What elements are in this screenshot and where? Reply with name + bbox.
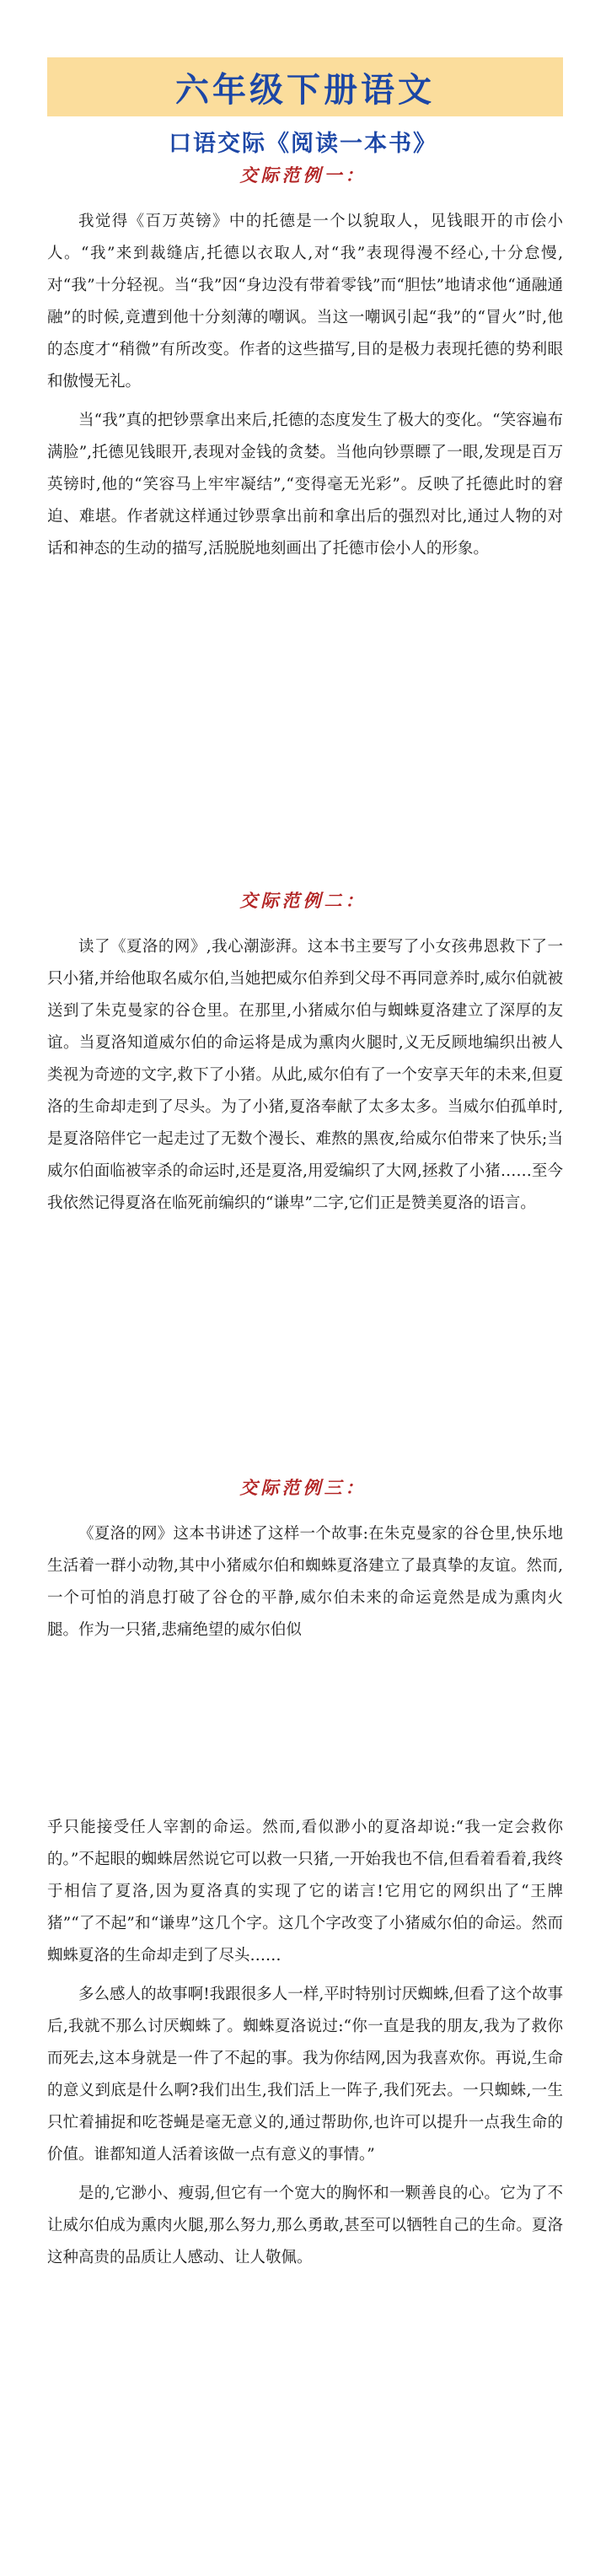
section-3-body-part-2: [47, 1812, 563, 2281]
section-3-paragraph-2: 多么感人的故事啊!我跟很多人一样,平时特别讨厌蜘蛛,但看了这个故事后,我就不那么讨厌蜘蛛了。蜘蛛夏洛说过:“你一直是我的朋友,我为了救你而死去,这本身就是一件了不起的事。我为你结网,因为我喜欢你。再说,生命的意义到底是什么啊?我们出生,我们活上一阵子,我们死去。一只蜘蛛,一生只忙着捕捉和吃苍蝇是毫无意义的,通过帮助你,也许可以提升一点我生命的价值。谁都知道人活着该做一点有意义的事情。”: [47, 1986, 563, 2164]
title-banner: [47, 57, 563, 116]
section-1-paragraph-1: 我觉得《百万英镑》中的托德是一个以貌取人，见钱眼开的市侩小人。“我”来到裁缝店,托德以衣取人,对“我”表现得漫不经心,十分怠慢,对“我”十分轻视。当“我”因“身边没有带着零钱”而“胆怯”地请求他“通融通融”的时候,竟遭到他十分刻薄的嘲讽。当这一嘲讽引起“我”的“冒火”时,他的态度才“稍微”有所改变。作者的这些描写,目的是极力表现托德的势利眼和傲慢无礼。: [47, 213, 563, 391]
section-3-heading: 交际范例三：: [239, 1477, 367, 1498]
section-1-body: [47, 206, 563, 572]
section-1-heading: 交际范例一：: [239, 164, 367, 186]
section-3-paragraph-1b: 乎只能接受任人宰割的命运。然而,看似渺小的夏洛却说:“我一定会救你的。”不起眼的蜘蛛居然说它可以救一只猪,一开始我也不信,但看着看着,我终于相信了夏洛,因为夏洛真的实现了它的诺言!它用它的网织出了“王牌猪”“了不起”和“谦卑”这几个字。这几个字改变了小猪威尔伯的命运。然而蜘蛛夏洛的生命却走到了尽头……: [47, 1819, 563, 1964]
section-3-paragraph-3: 是的,它渺小、瘦弱,但它有一个宽大的胸怀和一颗善良的心。它为了不让威尔伯成为熏肉火腿,那么努力,那么勇敢,甚至可以牺牲自己的生命。夏洛这种高贵的品质让人感动、让人敬佩。: [47, 2185, 563, 2266]
section-1-paragraph-2: 当“我”真的把钞票拿出来后,托德的态度发生了极大的变化。“笑容遍布满脸”,托德见钱眼开,表现对金钱的贪婪。当他向钞票瞟了一眼,发现是百万英镑时,他的“笑容马上牢牢凝结”,“变得毫无光彩”。反映了托德此时的窘迫、难堪。作者就这样通过钞票拿出前和拿出后的强烈对比,通过人物的对话和神态的生动的描写,活脱脱地刻画出了托德市侩小人的形象。: [47, 412, 563, 558]
page-subtitle: 口语交际《阅读一本书》: [169, 131, 437, 157]
section-3-paragraph-1a: 《夏洛的网》这本书讲述了这样一个故事:在朱克曼家的谷仓里,快乐地生活着一群小动物,其中小猪威尔伯和蜘蛛夏洛建立了最真挚的友谊。然而,一个可怕的消息打破了谷仓的平静,威尔伯未来的命运竟然是成为熏肉火腿。作为一只猪,悲痛绝望的威尔伯似: [47, 1525, 563, 1639]
section-2-heading: 交际范例二：: [239, 890, 367, 911]
section-3-body-part-1: [47, 1518, 563, 1653]
section-2-body: [47, 931, 563, 1226]
section-2-paragraph-1: 读了《夏洛的网》,我心潮澎湃。这本书主要写了小女孩弗恩救下了一只小猪,并给他取名威尔伯,当她把威尔伯养到父母不再同意养时,威尔伯就被送到了朱克曼家的谷仓里。在那里,小猪威尔伯与蜘蛛夏洛建立了深厚的友谊。当夏洛知道威尔伯的命运将是成为熏肉火腿时,义无反顾地编织出被人类视为奇迹的文字,救下了小猪。从此,威尔伯有了一个安享天年的未来,但夏洛的生命却走到了尽头。为了小猪,夏洛奉献了太多太多。当威尔伯孤单时,是夏洛陪伴它一起走过了无数个漫长、难熬的黑夜,给威尔伯带来了快乐;当威尔伯面临被宰杀的命运时,还是夏洛,用爱编织了大网,拯救了小猪……至今我依然记得夏洛在临死前编织的“谦卑”二字,它们正是赞美夏洛的语言。: [47, 938, 563, 1212]
page-title: 六年级下册语文: [175, 70, 435, 110]
